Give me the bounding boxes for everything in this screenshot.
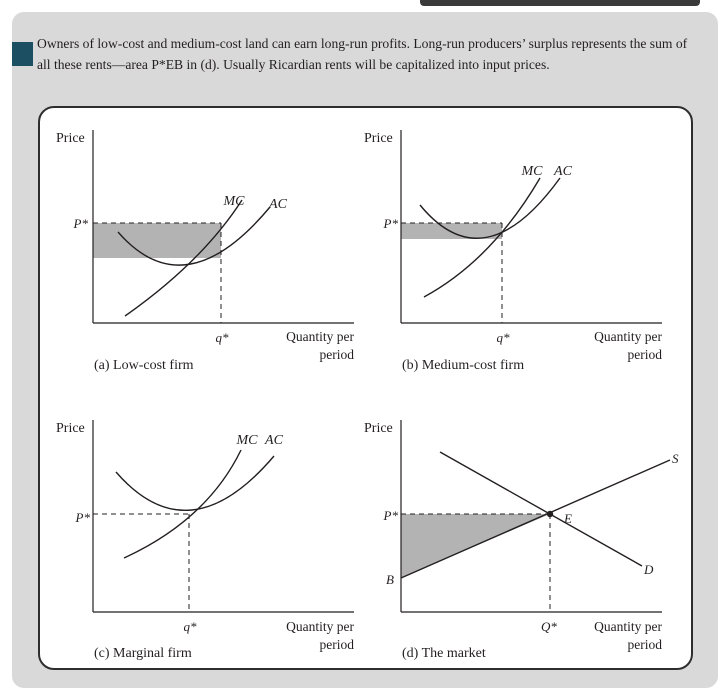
panel-d-quantity-label: Q* — [541, 619, 557, 634]
panel-c-y-label: Price — [56, 421, 85, 436]
panel-d-demand-curve — [440, 452, 642, 566]
panel-a-x-label-line2: period — [319, 347, 354, 362]
panel-d-x-label-line2: period — [627, 637, 662, 652]
panel-b-x-label-line1: Quantity per — [594, 329, 662, 344]
panel-c-marginal-firm — [56, 420, 355, 661]
panel-b-mc-label: MC — [521, 164, 543, 179]
panel-d-e-label: E — [564, 511, 572, 526]
panel-d-equilibrium-point — [547, 511, 553, 517]
panel-a-caption: (a) Low-cost firm — [94, 358, 194, 373]
panel-c-quantity-label: q* — [183, 619, 197, 634]
top-tab-bar — [420, 0, 700, 6]
panel-d-caption: (d) The market — [402, 646, 486, 661]
panel-a-y-label: Price — [56, 131, 85, 146]
panel-b-x-label-line2: period — [627, 347, 662, 362]
panel-c-ac-label: AC — [265, 433, 283, 448]
panel-a-low-cost-firm — [56, 130, 355, 373]
panel-d-y-label: Price — [364, 421, 393, 436]
figure-box — [38, 106, 693, 670]
panel-b-caption: (b) Medium-cost firm — [402, 358, 525, 373]
panel-c-caption: (c) Marginal firm — [94, 646, 192, 661]
panel-a-x-label-line1: Quantity per — [286, 329, 354, 344]
panel-d-price-label: P* — [383, 508, 398, 523]
figure-caption: Owners of low-cost and medium-cost land can earn long-run profits. Long-run producers’ surplus represents the sum of all these rents—area P*EB in (d). Usually Ricardian rents will be capitalized into input prices. — [37, 36, 688, 72]
panel-c-ac-curve — [116, 456, 274, 510]
panel-c-mc-label: MC — [236, 433, 258, 448]
panel-a-price-label: P* — [73, 216, 88, 231]
panel-d-market — [364, 420, 679, 661]
panel-a-rent-area — [93, 223, 221, 258]
panel-b-ac-label: AC — [554, 164, 572, 179]
panel-d-d-label: D — [644, 562, 654, 577]
panel-b-medium-cost-firm — [364, 130, 663, 373]
panel-d-b-label: B — [386, 572, 394, 587]
accent-bar — [12, 42, 33, 66]
figure-graphs — [40, 108, 695, 672]
panel-c-mc-curve — [124, 450, 241, 558]
panel-a-ac-label: AC — [269, 197, 287, 212]
panel-c-x-label-line1: Quantity per — [286, 619, 354, 634]
panel-d-x-label-line1: Quantity per — [594, 619, 662, 634]
panel-b-price-label: P* — [383, 216, 398, 231]
panel-a-quantity-label: q* — [215, 330, 229, 345]
panel-b-quantity-label: q* — [496, 330, 510, 345]
panel-c-x-label-line2: period — [319, 637, 354, 652]
panel-c-price-label: P* — [75, 510, 90, 525]
panel-d-s-label: S — [672, 451, 679, 466]
panel-b-y-label: Price — [364, 131, 393, 146]
panel-a-mc-label: MC — [223, 194, 245, 209]
